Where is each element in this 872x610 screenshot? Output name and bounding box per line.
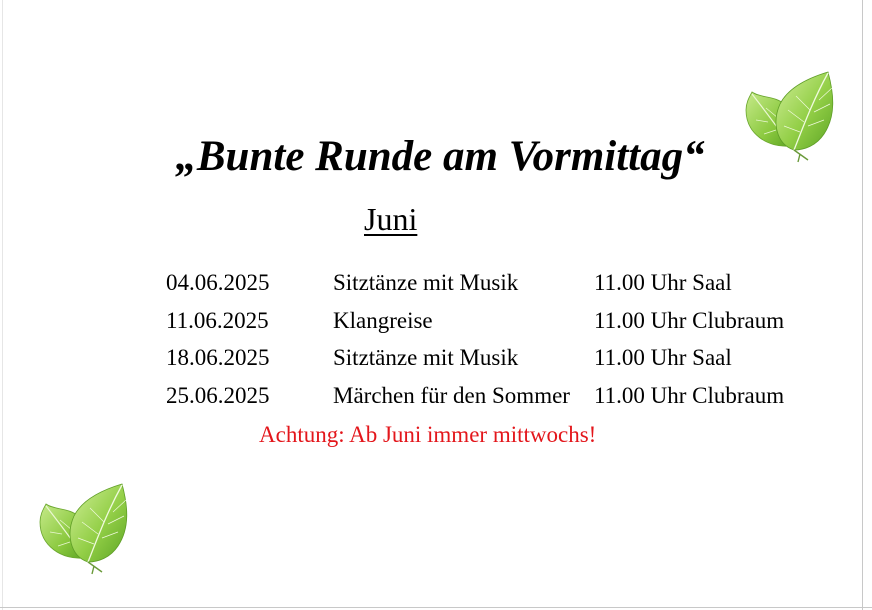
event-date: 04.06.2025 [166,270,270,295]
event-schedule [0,264,872,415]
event-time-place: 11.00 Uhr Saal [594,270,732,295]
event-time-place: 11.00 Uhr Clubraum [594,383,785,409]
page-edge-bottom [0,607,872,608]
event-title: Klangreise [333,307,433,333]
event-time-place: 11.00 Uhr Clubraum [594,307,785,333]
event-row [0,302,872,340]
event-row [0,377,872,415]
page-title: „Bunte Runde am Vormittag“ [175,133,705,180]
event-date: 25.06.2025 [166,383,270,409]
notice-text: Achtung: Ab Juni immer mittwochs! [259,422,597,447]
event-title: Sitztänze mit Musik [333,345,519,371]
event-time-place: 11.00 Uhr Saal [594,345,732,371]
event-row [0,339,872,377]
green-leaves-icon [32,476,138,576]
month-heading: Juni [364,201,418,237]
event-date: 11.06.2025 [166,307,269,333]
event-date: 18.06.2025 [166,345,270,371]
event-title: Märchen für den Sommer [333,383,570,409]
event-title: Sitztänze mit Musik [333,270,519,295]
event-row [0,264,872,302]
